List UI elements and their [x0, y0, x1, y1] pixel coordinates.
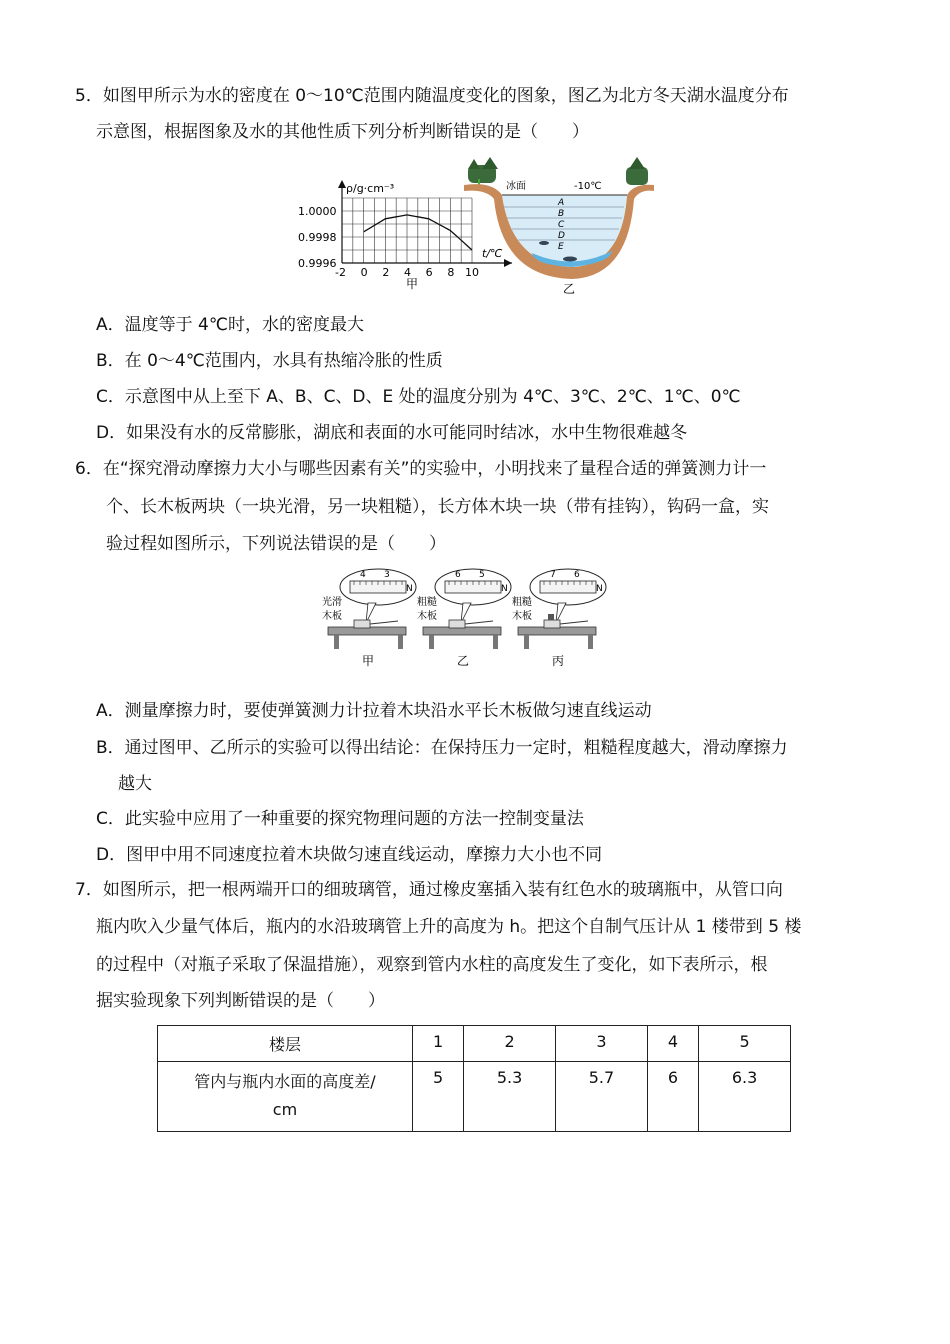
- panel-caption: 丙: [552, 654, 565, 668]
- y-axis-label: ρ/g·cm⁻³: [346, 182, 395, 195]
- floor-cell: 1: [413, 1026, 464, 1062]
- q7-stem-line2: 瓶内吹入少量气体后，瓶内的水沿玻璃管上升的高度为 h。把这个自制气压计从 1 楼带到 5 楼: [96, 917, 802, 937]
- experiment-panel: [322, 569, 416, 668]
- scale-unit: N: [596, 584, 603, 594]
- pull-string: [465, 621, 493, 624]
- q6-stem-line1: 6．在“探究滑动摩擦力大小与哪些因素有关”的实验中，小明找来了量程合适的弹簧测力计一: [75, 459, 767, 479]
- board-label: 粗糙: [512, 597, 532, 608]
- table-header-floor: 楼层: [158, 1026, 413, 1062]
- scale-unit: N: [406, 584, 413, 594]
- fish-icon: [539, 241, 549, 245]
- friction-experiment-figure: [320, 565, 610, 673]
- scale-unit: N: [501, 584, 508, 594]
- table-leg: [429, 635, 434, 649]
- x-tick-label: 4: [404, 266, 411, 279]
- q6-option-c: C．此实验中应用了一种重要的探究物理问题的方法一控制变量法: [96, 809, 584, 829]
- y-ticks: [298, 205, 337, 270]
- q6-option-b: B．通过图甲、乙所示的实验可以得出结论：在保持压力一定时，粗糙程度越大，滑动摩擦力: [96, 738, 788, 758]
- x-tick-label: 2: [382, 266, 390, 279]
- height-header-line2: cm: [272, 1100, 298, 1119]
- fig-a-caption: 甲: [406, 277, 419, 291]
- layer-c: C: [558, 220, 565, 230]
- q6-option-d: D．图甲中用不同速度拉着木块做匀速直线运动，摩擦力大小也不同: [96, 845, 603, 865]
- floor-cell: 2: [464, 1026, 556, 1062]
- scale-reading: 6: [455, 570, 461, 580]
- scale-reading: 5: [479, 570, 485, 580]
- wood-block: [544, 620, 560, 628]
- ice-label: 冰面: [506, 181, 526, 192]
- board-label: 光滑: [322, 597, 342, 608]
- q6-stem-line3: 验过程如图所示，下列说法错误的是（ ）: [106, 534, 446, 554]
- table-header-height: [158, 1062, 413, 1132]
- layer-b: B: [558, 209, 565, 219]
- board-label: 木板: [417, 611, 437, 622]
- q6-option-b-cont: 越大: [118, 774, 152, 794]
- q5-stem-line1: 5．如图甲所示为水的密度在 0～10℃范围内随温度变化的图象，图乙为北方冬天湖水温度分布: [75, 86, 789, 106]
- q7-stem-line3: 的过程中（对瓶子采取了保温措施），观察到管内水柱的高度发生了变化，如下表所示，根: [96, 955, 768, 975]
- floor-cell: 3: [556, 1026, 648, 1062]
- q7-stem-line4: 据实验现象下列判断错误的是（ ）: [96, 991, 385, 1011]
- fig-b-caption: 乙: [563, 282, 576, 296]
- board-label: 木板: [512, 611, 532, 622]
- experiment-panel: [512, 569, 606, 668]
- table-leg: [493, 635, 498, 649]
- wood-block: [449, 620, 465, 628]
- table-leg: [398, 635, 403, 649]
- q5-option-d: D．如果没有水的反常膨胀，湖底和表面的水可能同时结冰，水中生物很难越冬: [96, 423, 688, 443]
- q6-stem-line2: 个、长木板两块（一块光滑，另一块粗糙），长方体木块一块（带有挂钩），钩码一盒，实: [106, 497, 769, 517]
- height-header-line1: 管内与瓶内水面的高度差/: [194, 1072, 376, 1091]
- q5-stem-line2: 示意图，根据图象及水的其他性质下列分析判断错误的是（ ）: [96, 122, 589, 142]
- height-cell: 6: [647, 1062, 698, 1132]
- table-row: [158, 1062, 791, 1132]
- scale-reading: 6: [574, 570, 580, 580]
- height-cell: 5: [413, 1062, 464, 1132]
- barometer-table: [157, 1025, 791, 1132]
- layer-a: A: [558, 198, 565, 208]
- y-tick-label: 1.0000: [298, 205, 337, 218]
- tree-icon-right: [626, 157, 648, 185]
- x-tick-label: 6: [425, 266, 433, 279]
- layer-d: D: [558, 231, 565, 241]
- x-axis-label: t/℃: [482, 247, 503, 260]
- pull-string: [560, 621, 588, 624]
- q6-option-a: A．测量摩擦力时，要使弹簧测力计拉着木块沿水平长木板做匀速直线运动: [96, 701, 652, 721]
- board-label: 粗糙: [417, 597, 437, 608]
- q5-option-b: B．在 0～4℃范围内，水具有热缩冷胀的性质: [96, 351, 443, 371]
- q7-stem-line1: 7．如图所示，把一根两端开口的细玻璃管，通过橡皮塞插入装有红色水的玻璃瓶中，从管口向: [75, 880, 783, 900]
- board-label: 木板: [322, 611, 342, 622]
- height-cell: 5.3: [464, 1062, 556, 1132]
- height-cell: 6.3: [699, 1062, 791, 1132]
- weight-icon: [548, 614, 554, 620]
- x-tick-label: 8: [447, 266, 455, 279]
- table-row: [158, 1026, 791, 1062]
- panel-caption: 甲: [362, 654, 375, 668]
- y-tick-label: 0.9998: [298, 231, 337, 244]
- scale-reading: 7: [550, 570, 556, 580]
- pull-string: [370, 621, 398, 624]
- x-tick-label: 0: [360, 266, 368, 279]
- lake-diagram: [462, 155, 657, 300]
- experiment-panel: [417, 569, 511, 668]
- panel-caption: 乙: [457, 654, 470, 668]
- table-leg: [588, 635, 593, 649]
- y-axis-arrow: [338, 180, 346, 188]
- chart-grid: [342, 198, 472, 263]
- x-tick-label: 10: [465, 266, 479, 279]
- height-cell: 5.7: [556, 1062, 648, 1132]
- layer-e: E: [558, 242, 564, 252]
- scale-reading: 3: [384, 570, 390, 580]
- tree-icon-left: [468, 157, 498, 185]
- q5-option-c: C．示意图中从上至下 A、B、C、D、E 处的温度分别为 4℃、3℃、2℃、1℃、0℃: [96, 387, 741, 407]
- q5-option-a: A．温度等于 4℃时，水的密度最大: [96, 315, 364, 335]
- y-tick-label: 0.9996: [298, 257, 337, 270]
- surface-temp-label: -10℃: [574, 181, 602, 192]
- scale-reading: 4: [360, 570, 366, 580]
- floor-cell: 5: [699, 1026, 791, 1062]
- table-leg: [334, 635, 339, 649]
- wood-block: [354, 620, 370, 628]
- floor-cell: 4: [647, 1026, 698, 1062]
- x-tick-label: -2: [335, 266, 346, 279]
- table-leg: [524, 635, 529, 649]
- fish-icon: [563, 257, 577, 262]
